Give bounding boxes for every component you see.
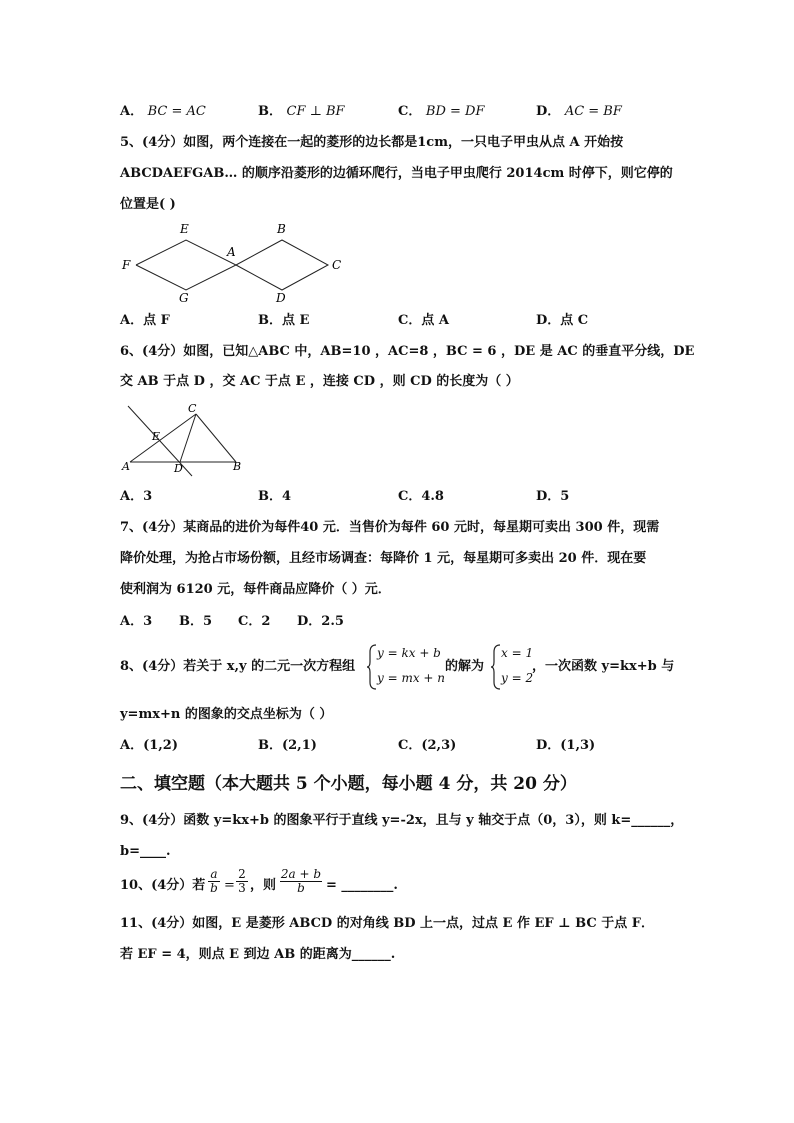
q5-rhombus-figure — [120, 220, 344, 306]
q8-option-b: B．(2,1) — [258, 738, 317, 753]
q10-f3-den: b — [280, 881, 322, 895]
q5-label-C: C — [332, 258, 342, 272]
q6-option-c: C．4.8 — [398, 489, 444, 504]
q10-f3-num: 2a + b — [280, 867, 322, 881]
q11-line2: 若 EF = 4，则点 E 到边 AB 的距离为______. — [120, 947, 396, 962]
q5-line1: 5、(4分）如图，两个连接在一起的菱形的边长都是1cm，一只电子甲虫从点 A 开始按 — [120, 135, 624, 150]
q10-suffix: = ________. — [326, 878, 398, 893]
q4-option-c-expr: BD = DF — [425, 104, 485, 119]
q4-option-a-letter: A． — [120, 104, 144, 119]
q8-option-d: D．(1,3) — [536, 738, 596, 753]
q6-label-E: E — [152, 430, 161, 443]
q5-label-F: F — [122, 258, 131, 272]
q10-equals1: = — [224, 878, 235, 893]
q5-option-b: B．点 E — [258, 313, 310, 328]
q7-option-b: B．5 — [179, 614, 213, 629]
q7-line3: 使利润为 6120 元，每件商品应降价（ ）元． — [120, 582, 391, 597]
q5-label-E: E — [180, 222, 189, 236]
q6-label-A: A — [122, 460, 130, 473]
q10-f2-num: 2 — [238, 867, 246, 881]
q10-fraction-a-over-b — [208, 868, 220, 895]
q8-option-a: A．(1,2) — [120, 738, 179, 753]
section-2-heading: 二、填空题（本大题共 5 个小题，每小题 4 分，共 20 分） — [120, 774, 577, 794]
q10-prefix: 10、(4分）若 — [120, 878, 206, 893]
q4-option-c-letter: C． — [398, 104, 422, 119]
q6-label-C: C — [188, 402, 197, 415]
q10-mid: ，则 — [250, 878, 277, 893]
q4-option-a — [120, 103, 206, 121]
q6-option-a: A．3 — [120, 489, 153, 504]
q4-option-d-expr: AC = BF — [564, 104, 622, 119]
q5-label-A: A — [227, 245, 236, 259]
q4-option-b-letter: B． — [258, 104, 282, 119]
q4-option-b-expr: CF ⊥ BF — [286, 104, 345, 119]
q5-rhombus-left — [136, 240, 236, 290]
q8-prefix: 8、(4分）若关于 x,y 的二元一次方程组 — [120, 659, 356, 674]
q4-option-c — [398, 103, 484, 121]
q5-option-c: C．点 A — [398, 313, 449, 328]
q8-solution-x: x = 1 — [501, 646, 534, 660]
q6-option-d: D．5 — [536, 489, 570, 504]
q5-line3: 位置是( ) — [120, 197, 176, 212]
q4-option-d-letter: D． — [536, 104, 561, 119]
q6-segment-CD — [180, 414, 196, 462]
q4-option-d — [536, 103, 622, 121]
q5-option-a: A．点 F — [120, 313, 170, 328]
q8-system-eq1: y = kx + b — [377, 646, 441, 660]
q10-fraction-2-over-3 — [236, 868, 248, 895]
q8-system-eq2: y = mx + n — [377, 671, 446, 685]
q5-rhombus-right — [236, 240, 328, 290]
q10-f2-den: 3 — [236, 881, 248, 895]
q7-option-c: C．2 — [238, 614, 271, 629]
q6-label-B: B — [233, 460, 242, 473]
q5-option-d: D．点 C — [536, 313, 589, 328]
q7-line1: 7、(4分）某商品的进价为每件40 元．当售价为每件 60 元时，每星期可卖出 300 件，现需 — [120, 520, 660, 535]
q11-line1: 11、(4分）如图，E 是菱形 ABCD 的对角线 BD 上一点，过点 E 作 EF ⊥ BC 于点 F． — [120, 916, 655, 931]
q10-fraction-2a-plus-b-over-b — [280, 868, 322, 895]
q5-label-G: G — [179, 291, 189, 305]
q8-middle: 的解为 — [445, 659, 485, 674]
q4-option-b — [258, 103, 345, 121]
q6-option-b: B．4 — [258, 489, 292, 504]
q7-option-a: A．3 — [120, 614, 153, 629]
q9-line2: b=____. — [120, 844, 171, 859]
q6-line1: 6、(4分）如图，已知△ABC 中，AB=10 ，AC=8 ，BC = 6 ，DE 是 AC 的垂直平分线，DE — [120, 344, 695, 359]
q6-side-BC — [196, 414, 236, 462]
q6-label-D: D — [174, 462, 183, 475]
q5-label-B: B — [277, 222, 286, 236]
q6-side-AC — [130, 414, 196, 462]
q8-option-c: C．(2,3) — [398, 738, 457, 753]
q8-solution-y: y = 2 — [501, 671, 534, 685]
q10-f1-den: b — [208, 881, 220, 895]
q6-line2: 交 AB 于点 D ，交 AC 于点 E ，连接 CD ，则 CD 的长度为（ ） — [120, 374, 519, 389]
q4-option-a-expr: BC = AC — [147, 104, 206, 119]
q10-f1-num: a — [210, 867, 218, 881]
q5-line2: ABCDAEFGAB… 的顺序沿菱形的边循环爬行，当电子甲虫爬行 2014cm 时停下，则它停的 — [120, 166, 673, 181]
q6-triangle-figure — [120, 400, 244, 480]
q7-option-d: D．2.5 — [297, 614, 344, 629]
q8-suffix: ，一次函数 y=kx+b 与 — [532, 659, 675, 674]
q8-line2: y=mx+n 的图象的交点坐标为（ ） — [120, 707, 333, 722]
q9-line1: 9、(4分）函数 y=kx+b 的图象平行于直线 y=-2x，且与 y 轴交于点（0，3），则 k=______， — [120, 813, 684, 828]
q5-label-D: D — [276, 291, 286, 305]
q7-line2: 降价处理，为抢占市场份额，且经市场调查：每降价 1 元，每星期可多卖出 20 件．现在要 — [120, 551, 647, 566]
